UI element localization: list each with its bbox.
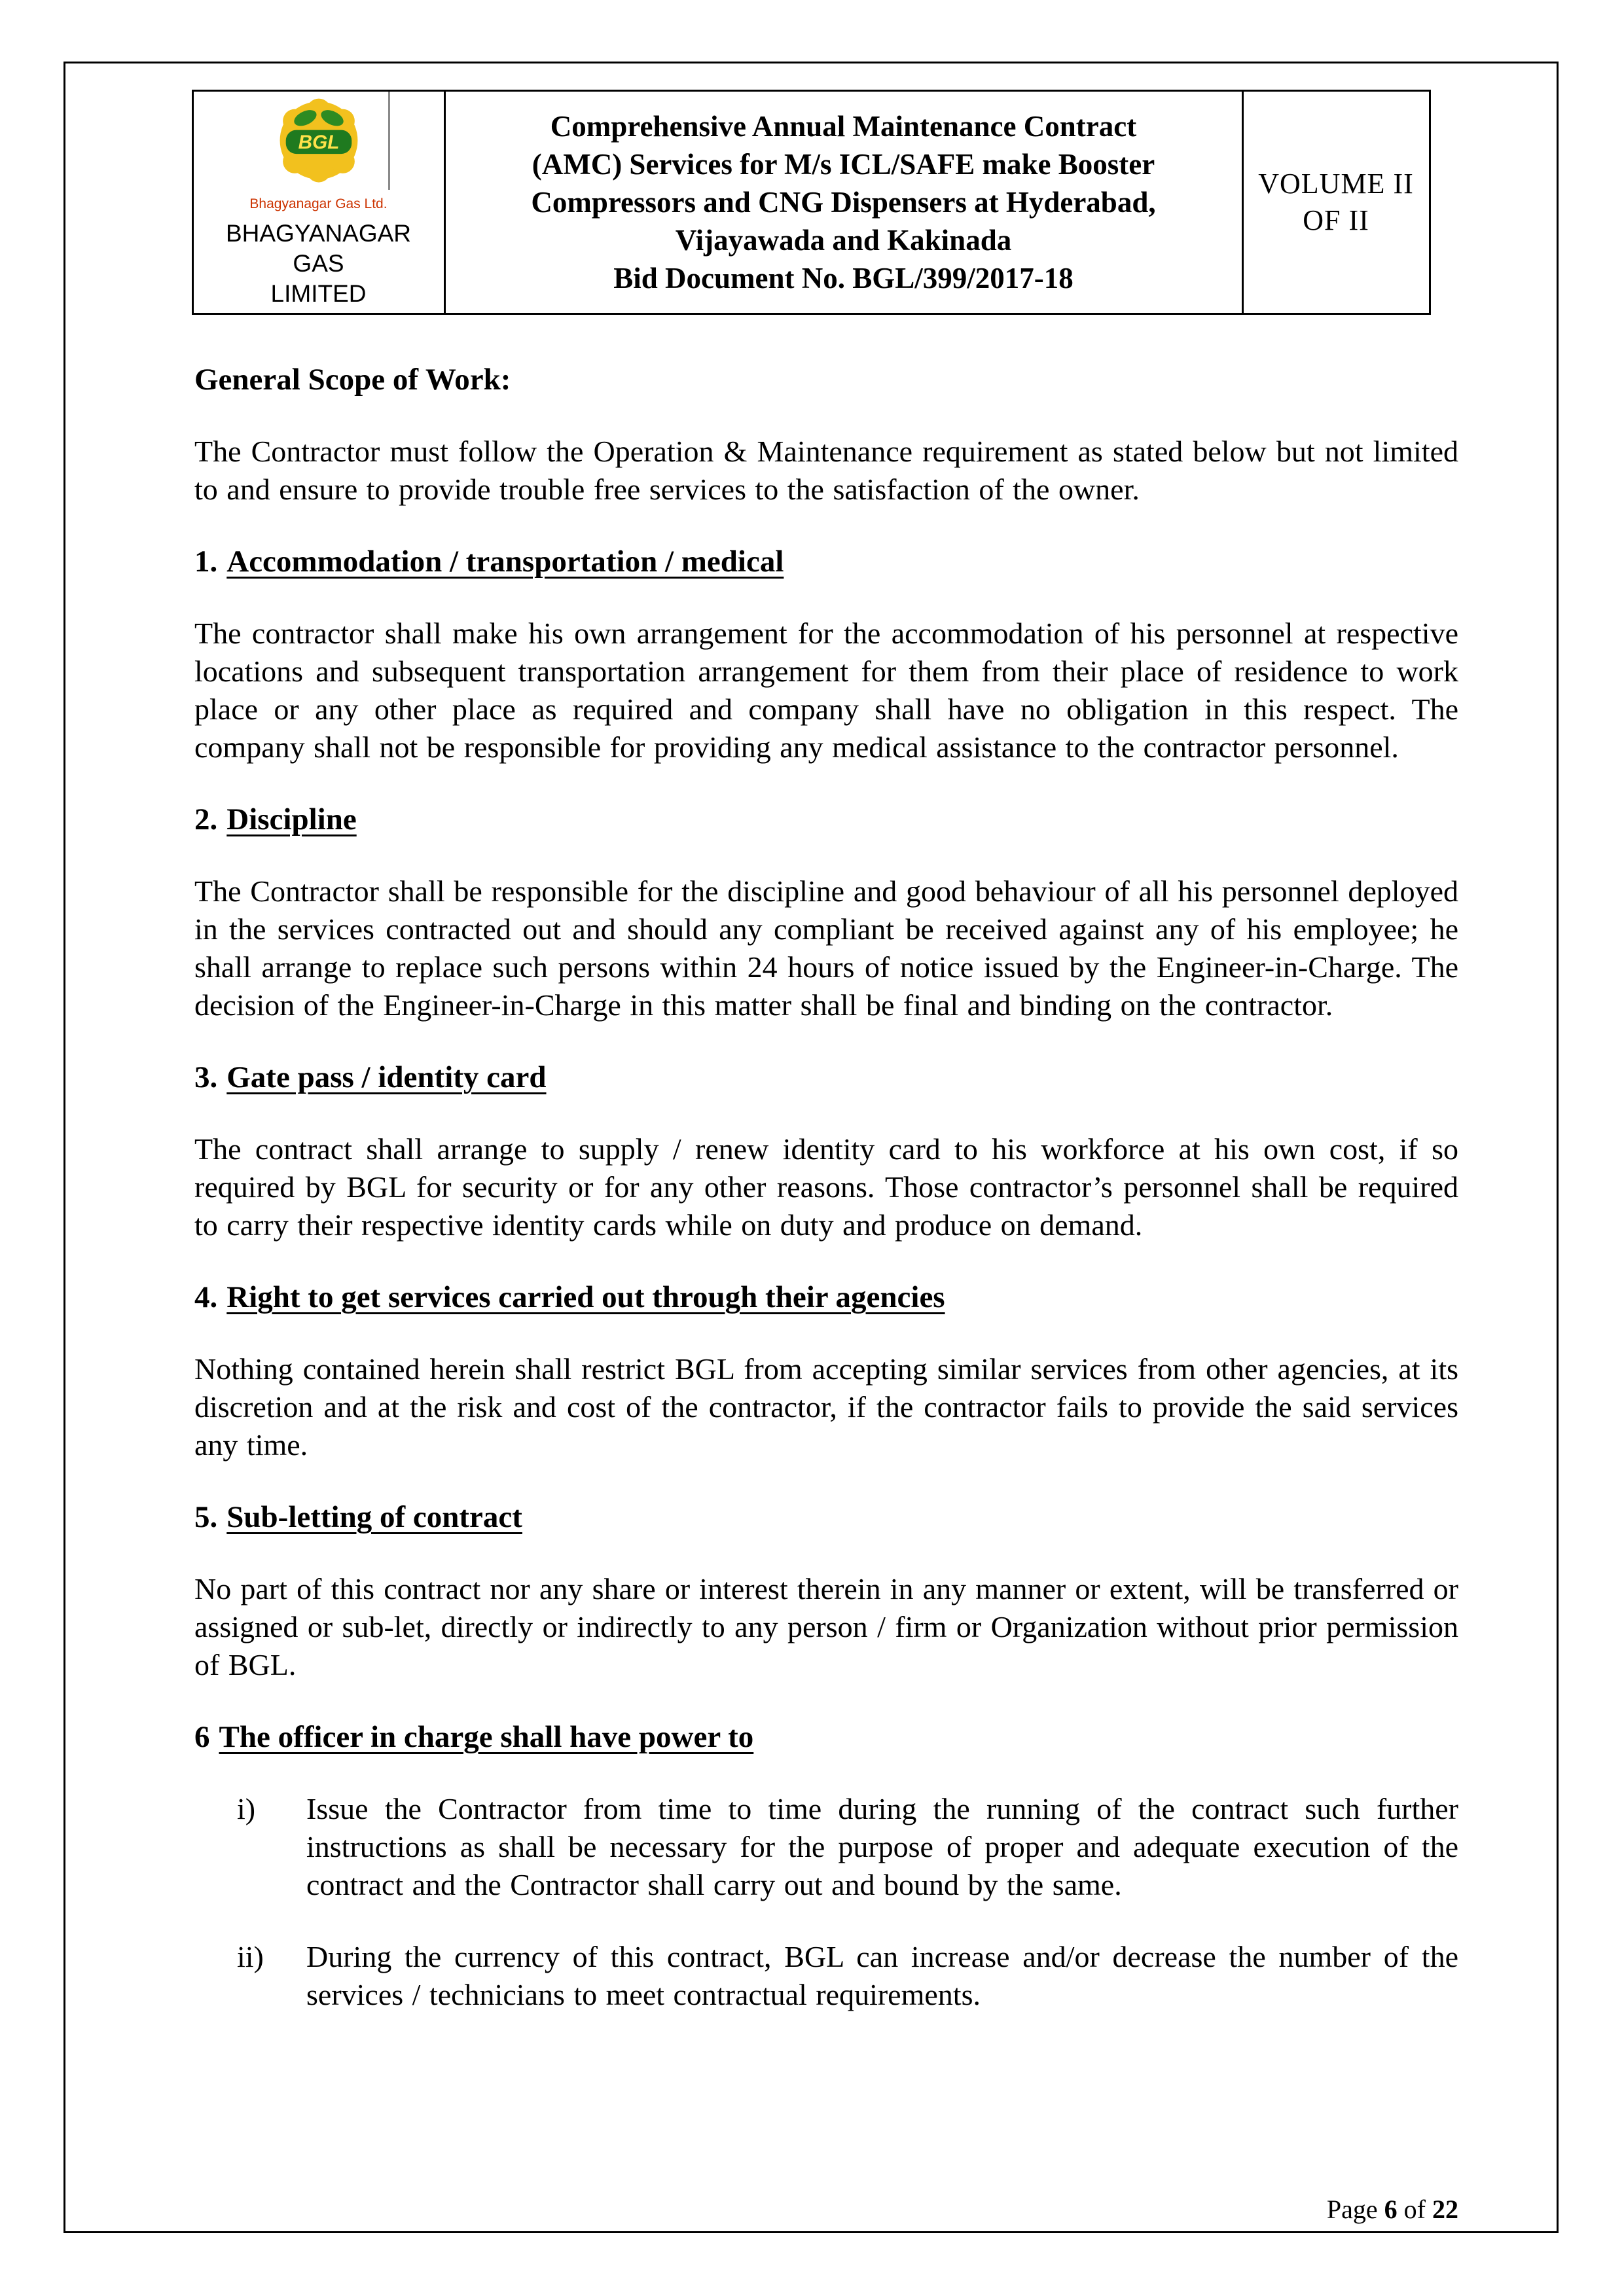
title-line-1: Comprehensive Annual Maintenance Contract (550, 110, 1137, 143)
section-1-number: 1. (194, 545, 218, 579)
company-name-line2: LIMITED (270, 280, 367, 307)
section-6-item-i-marker: i) (237, 1792, 256, 1825)
section-1-body: The contractor shall make his own arrangement for the accommodation of his personnel at respective locations and subsequent transportation arrangement for them from their place of residence to work place or any other place as required and company shall have no obligation in this respect. The company shall not be responsible for providing any medical assistance to the contractor personnel. (194, 617, 1458, 764)
total-pages: 22 (1432, 2195, 1458, 2224)
page-border-frame (63, 62, 1559, 2233)
section-2-body: The Contractor shall be responsible for the discipline and good behaviour of all his personnel deployed in the services contracted out and should any compliant be received against any of his employee; he shall arrange to replace such persons within 24 hours of notice issued by the Engineer-in-Charge. The decision of the Engineer-in-Charge in this matter shall be final and binding on the contractor. (194, 874, 1458, 1022)
section-1-title: Accommodation / transportation / medical (226, 545, 784, 579)
section-1-heading (194, 543, 1458, 581)
section-5 (194, 1498, 1458, 1684)
title-line-2: (AMC) Services for M/s ICL/SAFE make Booster (532, 148, 1155, 181)
section-5-heading (194, 1498, 1458, 1536)
section-5-title: Sub-letting of contract (226, 1500, 522, 1534)
document-title-cell (444, 91, 1242, 314)
page-footer (1327, 2194, 1458, 2225)
logo-tagline: Bhagyanagar Gas Ltd. (249, 196, 388, 211)
section-3-title: Gate pass / identity card (226, 1060, 547, 1094)
volume-cell (1242, 91, 1430, 314)
company-name-line1: BHAGYANAGAR GAS (225, 220, 412, 277)
title-line-4: Vijayawada and Kakinada (675, 224, 1012, 257)
section-3-heading (194, 1058, 1458, 1096)
volume-line-1: VOLUME II (1258, 168, 1414, 200)
bid-document-number: Bid Document No. BGL/399/2017-18 (613, 262, 1074, 295)
of-label: of (1403, 2195, 1426, 2224)
title-line-3: Compressors and CNG Dispensers at Hyderabad, (531, 186, 1156, 219)
general-scope-heading: General Scope of Work: (194, 363, 511, 397)
volume-line-2: OF II (1303, 204, 1369, 236)
company-name (200, 219, 437, 309)
section-2 (194, 800, 1458, 1024)
section-6 (194, 1718, 1458, 2014)
section-4-title: Right to get services carried out through their agencies (226, 1280, 945, 1314)
section-2-heading (194, 800, 1458, 838)
document-body (65, 315, 1557, 2014)
section-5-number: 5. (194, 1500, 218, 1534)
section-4-heading (194, 1278, 1458, 1316)
logo-cell (192, 91, 444, 314)
logo-divider-line (388, 92, 390, 190)
section-6-item-i-text: Issue the Contractor from time to time during the running of the contract such further instructions as shall be necessary for the purpose of proper and adequate execution of the contract and the Contractor shall carry out and bound by the same. (306, 1792, 1458, 1901)
section-6-item-ii (237, 1938, 1458, 2014)
section-3-number: 3. (194, 1060, 218, 1094)
section-2-title: Discipline (226, 802, 357, 836)
intro-paragraph: The Contractor must follow the Operation & Maintenance requirement as stated below but not limited to and ensure to provide trouble free services to the satisfaction of the owner. (194, 435, 1458, 506)
section-6-title: The officer in charge shall have power to (219, 1720, 754, 1754)
page-number: 6 (1384, 2195, 1398, 2224)
section-1 (194, 543, 1458, 766)
page-label: Page (1326, 2195, 1378, 2224)
section-6-item-ii-text: During the currency of this contract, BGL can increase and/or decrease the number of the services / technicians to meet contractual requirements. (306, 1940, 1458, 2011)
section-5-body: No part of this contract nor any share or interest therein in any manner or extent, will be transferred or assigned or sub-let, directly or indirectly to any person / firm or Organization without prior permission of BGL. (194, 1572, 1458, 1681)
section-6-item-ii-marker: ii) (237, 1940, 264, 1973)
header-table (192, 90, 1431, 315)
header-row (192, 91, 1430, 314)
section-4-body: Nothing contained herein shall restrict BGL from accepting similar services from other agencies, at its discretion and at the risk and cost of the contractor, if the contractor fails to provide the said services any time. (194, 1352, 1458, 1462)
bgl-logo-icon (266, 96, 371, 200)
logo-acronym-text: BGL (298, 132, 339, 154)
section-6-item-i (237, 1790, 1458, 1904)
company-logo (200, 96, 437, 212)
section-6-heading (194, 1718, 1458, 1756)
section-4 (194, 1278, 1458, 1464)
section-4-number: 4. (194, 1280, 218, 1314)
section-3-body: The contract shall arrange to supply / renew identity card to his workforce at his own cost, if so required by BGL for security or for any other reasons. Those contractor’s personnel shall be required to carry their respective identity cards while on duty and produce on demand. (194, 1132, 1458, 1242)
section-3 (194, 1058, 1458, 1244)
section-6-number: 6 (194, 1720, 210, 1754)
section-2-number: 2. (194, 802, 218, 836)
